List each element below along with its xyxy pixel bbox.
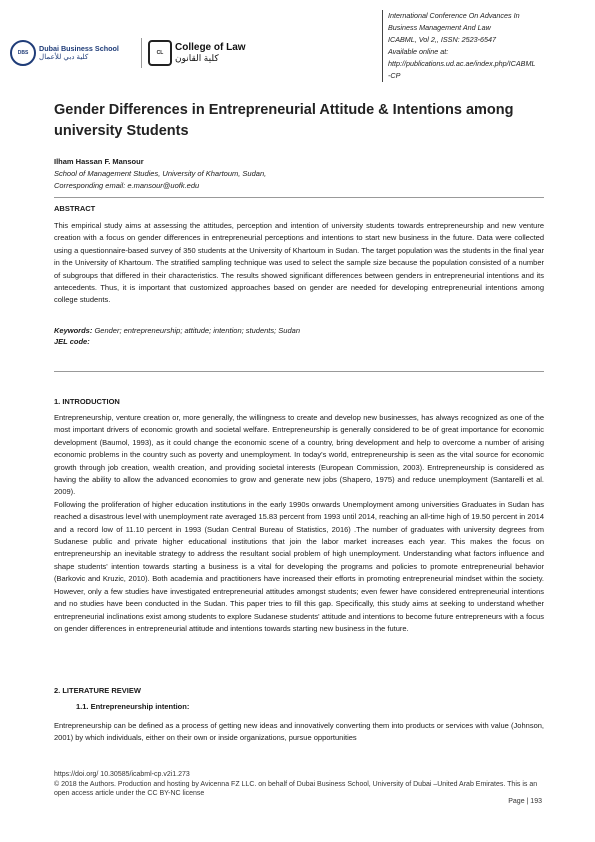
section-heading-literature-review: 2. LITERATURE REVIEW [54, 686, 141, 695]
conference-line: ICABML, Vol 2,, ISSN: 2523-6547 [388, 35, 497, 44]
paragraph: Entrepreneurship, venture creation or, more generally, the willingness to create and develop new businesses, has always recognized as one of the most important drivers of economic growth and societal welfare. Entrepreneurship is generally considered to be of great importance for economic development (Baumol, 1993), as it could change the economic scene of a country, bring development and help to overcome a number of arising economic problems in the country such as poverty and unemployment. In today's world, entrepreneurship is seen as the vital source for economic growth through job creation, wealth creation, and providing societal interests (European Commission, 2003). Entrepreneurship is considered as having the ability to allow the advanced economies to grow and generate new jobs (Shapero, 1975) and reduce unemployment (Santarelli et al. 2009). [54, 413, 544, 497]
law-logo-arabic: كلية القانون [175, 52, 219, 63]
page-footer [54, 770, 544, 799]
divider [54, 371, 544, 372]
jel-code-label: JEL code: [54, 337, 90, 346]
conference-line: -CP [388, 71, 401, 80]
law-emblem-icon: CL [148, 40, 172, 66]
keywords-list: Gender; entrepreneurship; attitude; intention; students; Sudan [94, 326, 300, 335]
introduction-body [54, 412, 544, 635]
keywords [54, 325, 544, 337]
paragraph: Following the proliferation of higher education institutions in the early 1990s onwards Unemployment among universities Graduates in Sudan has reached a disastrous level with unemployment rate averaged 15.83 percent from 1993 until 2014, reaching an all-time high of 19.50 percent in 2014 and a record low of 11.10 percent in 1993 (Sudan Central Bureau of Statistics, 2016) .The number of graduates with university degrees from Sudanese public and private higher educational institutions that join the labor market increases each year. This makes the focus on entrepreneurship an inevitable strategy to address the resultant social problem of high unemployment. Understanding what factors influence and shape students' intention towards starting a business is a vital for developing the programs and policies to promote entrepreneurial behavior (Barkovic and Kruzic, 2010). Both academia and practitioners have increased their efforts in promoting entrepreneurial mindset within the society. However, only a few studies have investigated entrepreneurial attitudes amongst students; even fewer have considered entrepreneurial intentions and no studies have been conducted in the Sudan. This paper tries to fill this gap. Specifically, this study aims at seeking to understand whether entrepreneurial inclinations exist among students to explore Sudanese students' attitude and intentions to become future entrepreneurs with a focus on gender differences in entrepreneurial attitude and intentions towards starting new business in the future. [54, 499, 544, 633]
section-heading-introduction: 1. INTRODUCTION [54, 397, 120, 406]
author-affiliation: School of Management Studies, University of Khartoum, Sudan, [54, 169, 267, 178]
law-logo-english: College of Law [175, 42, 246, 54]
dbs-logo-arabic: كلية دبي للأعمال [39, 52, 89, 61]
dubai-business-school-logo [10, 36, 119, 70]
conference-url[interactable]: http://publications.ud.ac.ae/index.php/ICABML [388, 59, 536, 68]
paper-title: Gender Differences in Entrepreneurial Attitude & Intentions among university Students [54, 102, 514, 139]
doi-link[interactable]: https://doi.org/ 10.30585/icabml-cp.v2i1.273 [54, 771, 190, 778]
subsection-heading: 1.1. Entrepreneurship intention: [76, 702, 190, 711]
abstract-heading: ABSTRACT [54, 204, 96, 213]
conference-line: Available online at: [388, 47, 449, 56]
dbs-emblem-icon: DBS [10, 40, 36, 66]
author-name: Ilham Hassan F. Mansour [54, 157, 144, 166]
abstract-text: This empirical study aims at assessing the attitudes, perception and intention of university students towards entrepreneurship and new venture creation with a focus on gender differences in entrepreneurial perceptions and intentions to start new business in the future. Data were collected using a questionnaire-based survey of 350 students at the University of Khartoum in Sudan. The target population was the students in the final year in the University of Khartoum. The stratified sampling technique was used to select the sample size because the population consisted of a number of subgroups that differed in their characteristics. The results showed significant differences between genders in entrepreneurial intentions and its antecedents. Thus, it is important that customized approaches based on gender are needed for developing entrepreneurial intentions among college students. [54, 221, 544, 305]
college-of-law-logo [148, 36, 246, 70]
paragraph: Entrepreneurship can be defined as a process of getting new ideas and innovatively converting them into products or services with value (Johnson, 2001) by which individuals, either on their own or inside organizations, pursue opportunities [54, 721, 544, 743]
conference-info [382, 10, 588, 82]
author-email: Corresponding email: e.mansour@uofk.edu [54, 181, 200, 190]
header-logos [10, 36, 310, 70]
logo-divider [141, 38, 142, 68]
copyright-notice: © 2018 the Authors. Production and hosting by Avicenna FZ LLC. on behalf of Dubai Business School, University of Dubai –United Arab Emirates. This is an open access article under the CC BY-NC license [54, 780, 538, 797]
keywords-label: Keywords: [54, 326, 93, 335]
conference-line: International Conference On Advances In [388, 11, 520, 20]
page-number: Page | 193 [508, 798, 542, 805]
conference-line: Business Management And Law [388, 23, 491, 32]
divider [54, 197, 544, 198]
dbs-logo-english: Dubai Business School [39, 44, 119, 54]
author-block [54, 156, 544, 192]
